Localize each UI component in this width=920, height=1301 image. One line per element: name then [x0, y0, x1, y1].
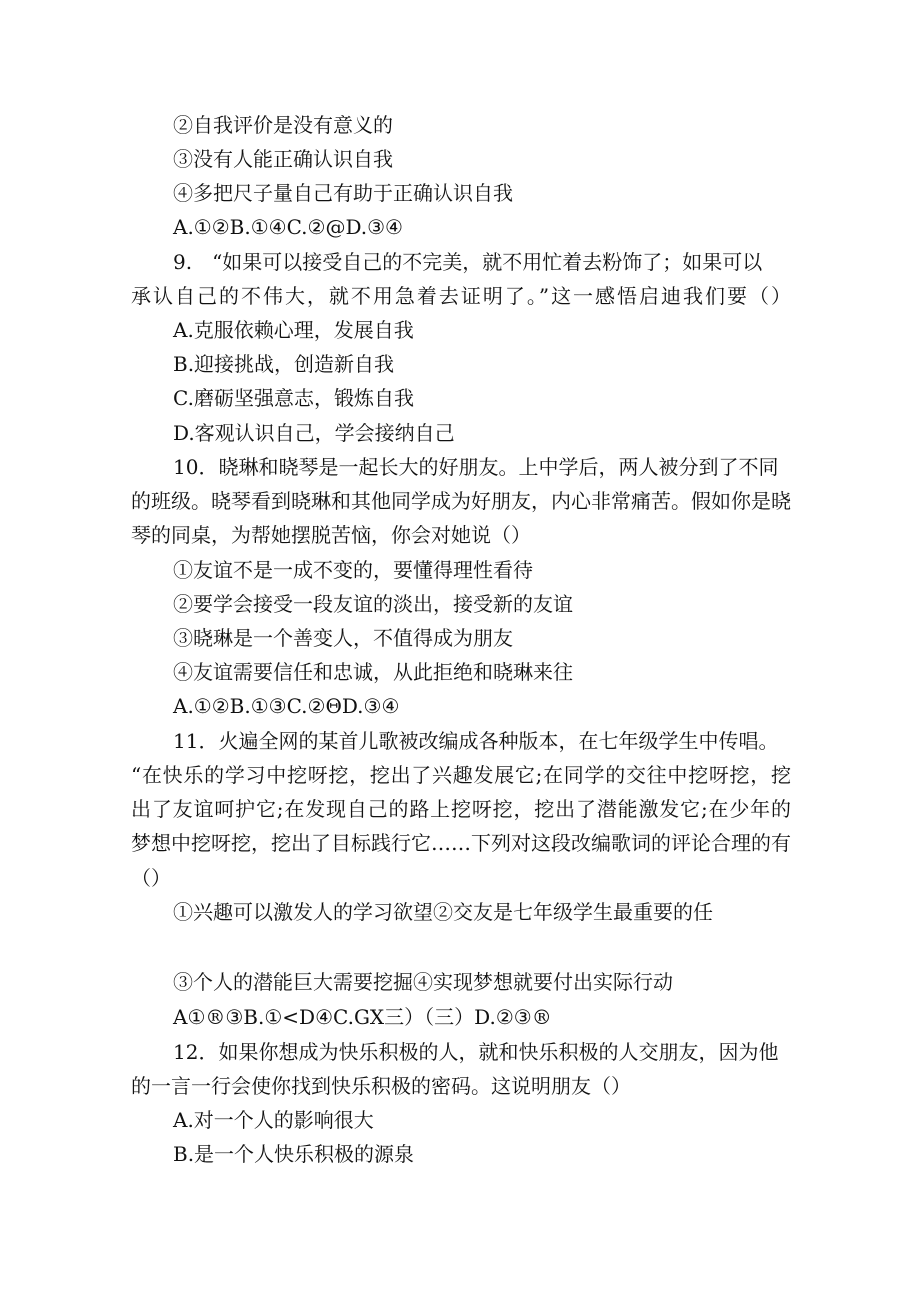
question-10-line-2: 的班级。晓琴看到晓琳和其他同学成为好朋友，内心非常痛苦。假如你是晓 [131, 489, 791, 513]
option-statement-2: ②自我评价是没有意义的 [173, 113, 393, 137]
q10-statement-3: ③晓琳是一个善变人，不值得成为朋友 [173, 626, 513, 650]
question-11-line-3: 出了友谊呵护它;在发现自己的路上挖呀挖，挖出了潜能激发它;在少年的 [131, 797, 791, 821]
q9-option-a: A.克服依赖心理，发展自我 [173, 318, 414, 342]
answer-choices-q8: A.①②B.①④C.②@D.③④ [173, 215, 403, 239]
q9-option-b: B.迎接挑战，创造新自我 [173, 352, 395, 376]
question-10-line-3: 琴的同桌，为帮她摆脱苦恼，你会对她说（） [131, 523, 531, 547]
q12-option-b: B.是一个人快乐积极的源泉 [173, 1142, 415, 1166]
question-11-line-2: “在快乐的学习中挖呀挖，挖出了兴趣发展它;在同学的交往中挖呀挖，挖 [131, 763, 791, 787]
question-9-line-2: 承认自己的不伟大，就不用急着去证明了。”这一感悟启迪我们要（） [131, 284, 791, 308]
option-statement-3: ③没有人能正确认识自我 [173, 147, 393, 171]
question-10-line-1: 10．晓琳和晓琴是一起长大的好朋友。上中学后，两人被分到了不同 [173, 455, 779, 479]
q9-option-c: C.磨砺坚强意志，锻炼自我 [173, 386, 414, 410]
question-11-line-1: 11．火遍全网的某首儿歌被改编成各种版本，在七年级学生中传唱。 [173, 729, 779, 753]
option-statement-4: ④多把尺子量自己有助于正确认识自我 [173, 181, 513, 205]
q10-statement-2: ②要学会接受一段友谊的淡出，接受新的友谊 [173, 592, 573, 616]
q10-statement-4: ④友谊需要信任和忠诚，从此拒绝和晓琳来往 [173, 660, 573, 684]
q9-option-d: D.客观认识自己，学会接纳自己 [173, 421, 455, 445]
q11-statements-1-2: ①兴趣可以激发人的学习欲望②交友是七年级学生最重要的任 [173, 900, 713, 924]
answer-choices-q11: A①®③B.①<D④C.GX三）（三）D.②③® [173, 1005, 552, 1029]
answer-choices-q10: A.①②B.①③C.②ΘD.③④ [173, 694, 400, 718]
q10-statement-1: ①友谊不是一成不变的，要懂得理性看待 [173, 558, 533, 582]
question-12-line-1: 12．如果你想成为快乐积极的人，就和快乐积极的人交朋友，因为他 [173, 1040, 779, 1064]
question-12-line-2: 的一言一行会使你找到快乐积极的密码。这说明朋友（） [131, 1074, 631, 1098]
question-9-line-1: 9. “如果可以接受自己的不完美，就不用忙着去粉饰了；如果可以 [173, 250, 763, 274]
question-11-line-4: 梦想中挖呀挖，挖出了目标践行它……下列对这段改编歌词的评论合理的有 [131, 831, 791, 855]
question-11-line-5: （） [131, 866, 171, 890]
q12-option-a: A.对一个人的影响很大 [173, 1108, 374, 1132]
q11-statements-3-4: ③个人的潜能巨大需要挖掘④实现梦想就要付出实际行动 [173, 970, 673, 994]
